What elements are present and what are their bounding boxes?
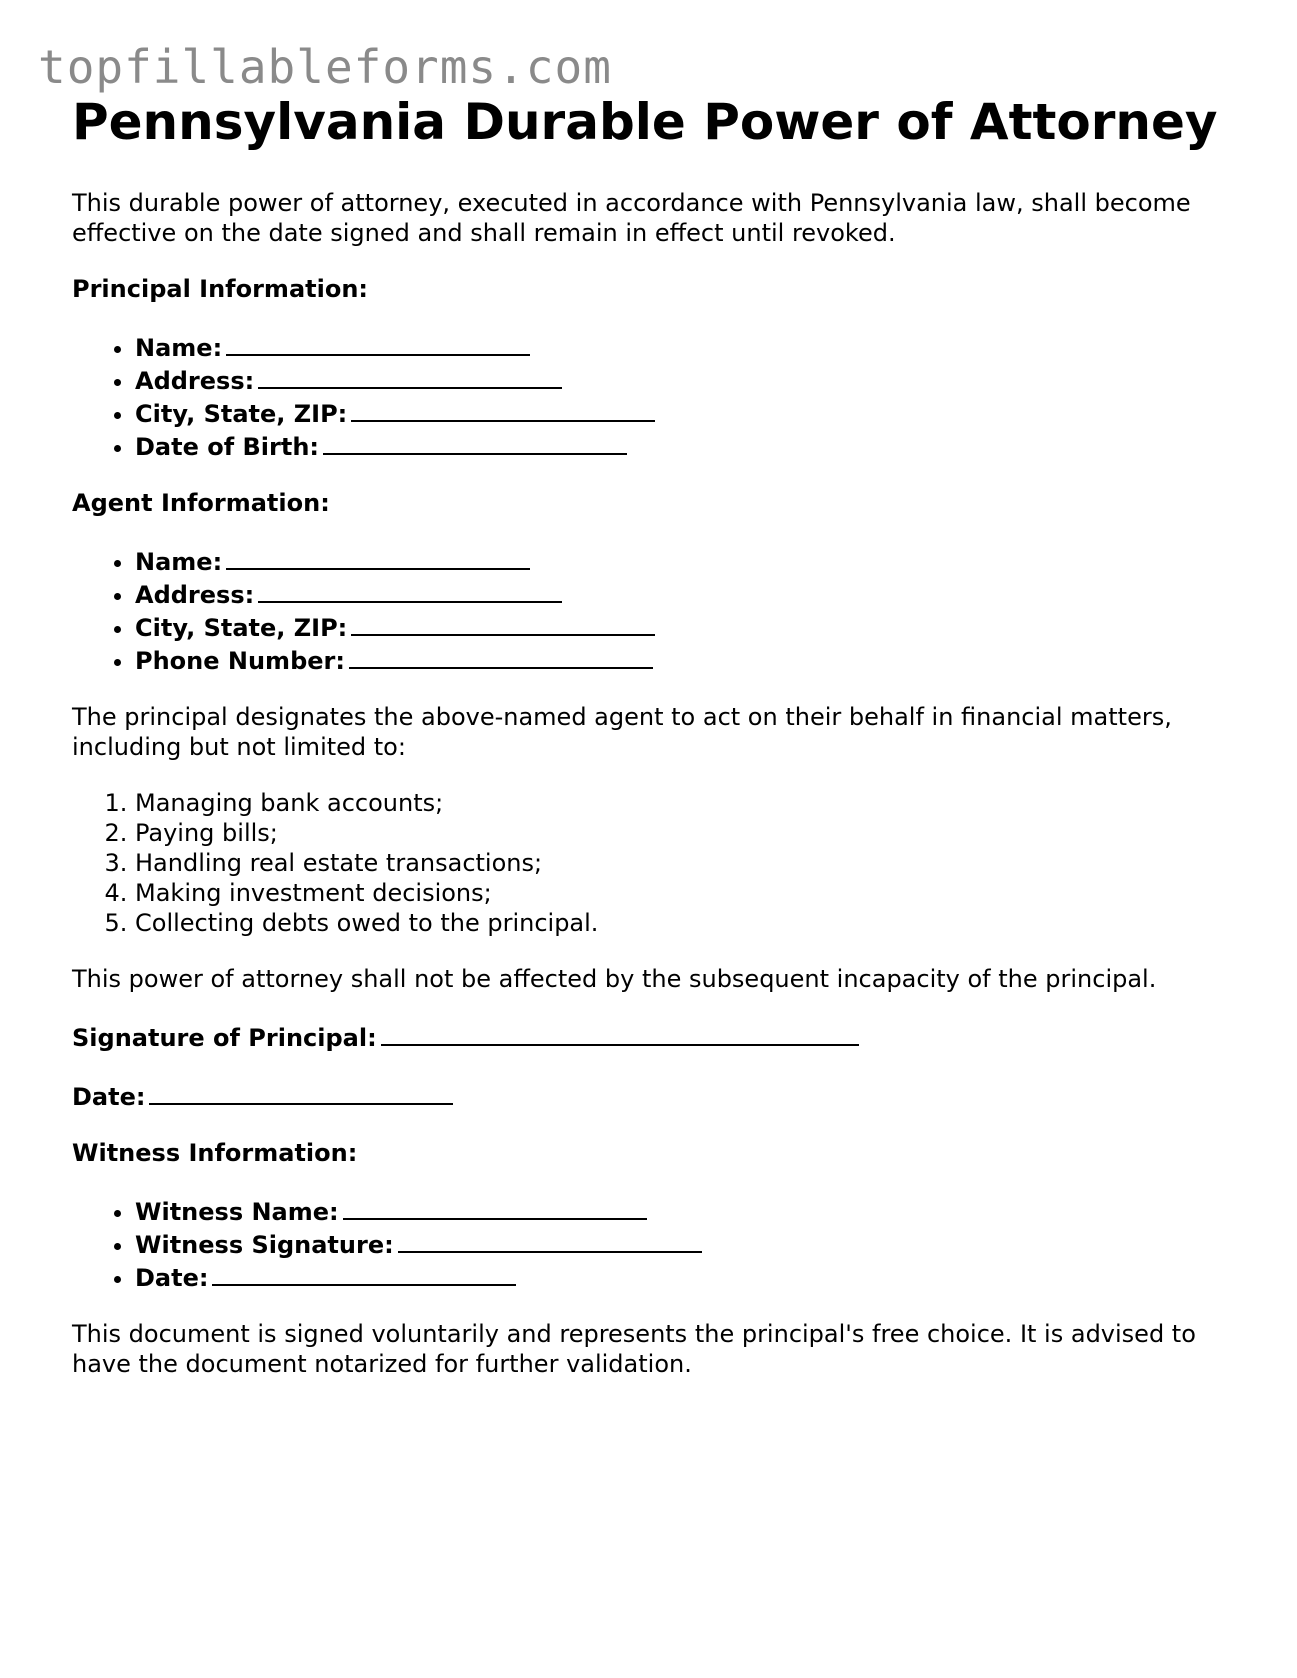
principal-address-blank[interactable] [258, 363, 562, 389]
witness-name-blank[interactable] [343, 1194, 647, 1220]
witness-heading: Witness Information: [72, 1139, 358, 1167]
principal-dob-blank[interactable] [323, 429, 627, 455]
document-title: Pennsylvania Durable Power of Attorney [72, 93, 1218, 151]
watermark-text: topfillableforms.com [38, 40, 612, 94]
agent-name-blank[interactable] [226, 544, 530, 570]
power-item: 5. Collecting debts owed to the principal. [135, 908, 1232, 938]
agent-address-field: • Address: [135, 577, 1232, 610]
powers-list [72, 788, 1232, 938]
witness-signature-field: • Witness Signature: [135, 1227, 1232, 1260]
witness-date-field: • Date: [135, 1260, 1232, 1293]
designation-paragraph: The principal designates the above-named agent to act on their behalf in financial matters, including but not limited to: [72, 703, 1172, 761]
principal-city-field: • City, State, ZIP: [135, 396, 1232, 429]
witness-date-blank[interactable] [212, 1260, 516, 1286]
agent-address-blank[interactable] [258, 577, 562, 603]
principal-heading: Principal Information: [72, 275, 369, 303]
power-item: 4. Making investment decisions; [135, 878, 1232, 908]
signature-date-field: Date: [72, 1079, 1232, 1112]
power-item: 2. Paying bills; [135, 818, 1232, 848]
document-body [72, 92, 1232, 1379]
principal-name-blank[interactable] [226, 330, 530, 356]
principal-signature-field: Signature of Principal: [72, 1020, 1232, 1053]
agent-fields [72, 544, 1232, 676]
principal-signature-blank[interactable] [381, 1020, 859, 1046]
agent-city-field: • City, State, ZIP: [135, 610, 1232, 643]
agent-heading: Agent Information: [72, 489, 330, 517]
agent-name-field: • Name: [135, 544, 1232, 577]
agent-city-blank[interactable] [351, 610, 655, 636]
witness-name-field: • Witness Name: [135, 1194, 1232, 1227]
principal-name-field: • Name: [135, 330, 1232, 363]
principal-dob-field: • Date of Birth: [135, 429, 1232, 462]
signature-date-blank[interactable] [149, 1079, 453, 1105]
witness-signature-blank[interactable] [398, 1227, 702, 1253]
principal-address-field: • Address: [135, 363, 1232, 396]
intro-paragraph: This durable power of attorney, executed in accordance with Pennsylvania law, shall become effective on the date signed and shall remain in effect until revoked. [72, 189, 1191, 247]
power-item: 3. Handling real estate transactions; [135, 848, 1232, 878]
witness-fields [72, 1194, 1232, 1293]
durability-paragraph: This power of attorney shall not be affected by the subsequent incapacity of the principal. [72, 965, 1157, 993]
agent-phone-field: • Phone Number: [135, 643, 1232, 676]
power-item: 1. Managing bank accounts; [135, 788, 1232, 818]
principal-fields [72, 330, 1232, 462]
agent-phone-blank[interactable] [349, 643, 653, 669]
principal-city-blank[interactable] [351, 396, 655, 422]
closing-paragraph: This document is signed voluntarily and represents the principal's free choice. It is advised to have the document notarized for further validation. [72, 1320, 1196, 1378]
